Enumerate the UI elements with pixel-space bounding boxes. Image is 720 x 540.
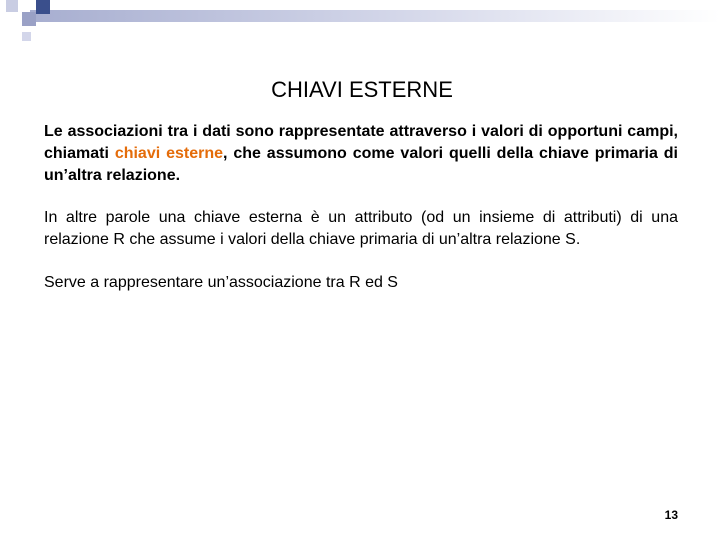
paragraph-associations-start: Le associazioni tra i dati sono rappresentate attraverso i valori di opportuni campi, chiamati: [44, 123, 678, 162]
paragraph-definition: In altre parole una chiave esterna è un attributo (od un insieme di attributi) di una relazione R che assume i valori della chiave primaria di un’altra relazione S.: [44, 209, 678, 248]
header-decoration: [0, 0, 720, 50]
paragraph-associations-end: , che assumono come valori quelli della chiave primaria di un’altra relazione.: [44, 145, 679, 184]
header-gradient-band: [30, 10, 720, 22]
slide-title: CHIAVI ESTERNE: [271, 76, 453, 102]
paragraph-associations: [44, 121, 678, 187]
header-square-mid: [22, 12, 36, 26]
page-number: 13: [664, 508, 678, 522]
header-square-dark: [36, 0, 50, 14]
header-square-light: [6, 0, 18, 12]
header-square-small: [22, 32, 31, 41]
paragraph-purpose: Serve a rappresentare un’associazione tra R ed S: [44, 274, 398, 291]
highlight-term: chiavi esterne: [114, 145, 223, 162]
